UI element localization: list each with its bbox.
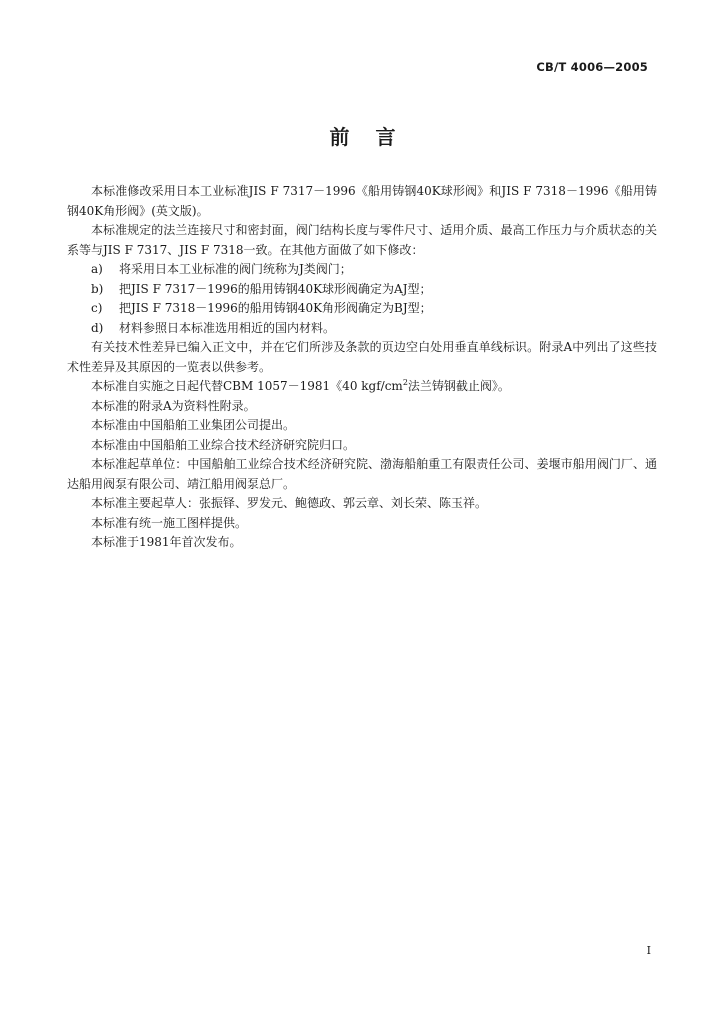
list-item-mark: c)	[91, 301, 103, 315]
paragraph-centralized-by: 本标准由中国船舶工业综合技术经济研究院归口。	[91, 437, 356, 452]
list-item	[67, 319, 657, 339]
paragraph-drawings: 本标准有统一施工图样提供。	[91, 515, 248, 530]
page-number: I	[646, 944, 651, 957]
replaces-text-post: 法兰铸钢截止阀》。	[407, 379, 510, 393]
document-body	[67, 182, 657, 553]
page-title: 前言	[329, 125, 422, 149]
list-item-text: 材料参照日本标准选用相近的国内材料。	[119, 320, 336, 335]
standard-code: CB/T 4006—2005	[536, 60, 648, 74]
paragraph-annex: 本标准的附录A为资料性附录。	[91, 398, 256, 413]
paragraph-first-issued: 本标准于1981年首次发布。	[91, 535, 242, 549]
paragraph-adoption: 本标准修改采用日本工业标准JIS F 7317－1996《船用铸钢40K球形阀》和JIS F 7318－1996《船用铸钢40K角形阀》(英文版)。	[67, 184, 657, 218]
list-item-mark: a)	[91, 262, 103, 276]
list-item-text: 将采用日本工业标准的阀门统称为J类阀门；	[119, 262, 352, 276]
list-item	[67, 299, 657, 319]
list-item-text: 把JIS F 7318－1996的船用铸钢40K角形阀确定为BJ型；	[119, 301, 432, 315]
list-item-text: 把JIS F 7317－1996的船用铸钢40K球形阀确定为AJ型；	[119, 281, 432, 296]
paragraph-replaces	[67, 377, 657, 397]
list-item-mark: d)	[91, 320, 104, 335]
list-item	[67, 280, 657, 300]
replaces-text-pre: 本标准自实施之日起代替CBM 1057－1981《40 kgf/cm	[91, 379, 403, 393]
paragraph-technical-differences: 有关技术性差异已编入正文中，并在它们所涉及条款的页边空白处用垂直单线标识。附录A中列出了这些技术性差异及其原因的一览表以供参考。	[67, 340, 657, 374]
list-item-mark: b)	[91, 281, 104, 296]
paragraph-drafters: 本标准主要起草人：张振铎、罗发元、鲍德政、郭云章、刘长荣、陈玉祥。	[91, 496, 488, 510]
paragraph-drafting-units: 本标准起草单位：中国船舶工业综合技术经济研究院、渤海船舶重工有限责任公司、姜堰市船用阀门厂、通达船用阀泵有限公司、靖江船用阀泵总厂。	[67, 457, 657, 491]
paragraph-proposed-by: 本标准由中国船舶工业集团公司提出。	[91, 418, 296, 432]
replaces-superscript: 2	[402, 378, 408, 387]
paragraph-modifications-intro: 本标准规定的法兰连接尺寸和密封面，阀门结构长度与零件尺寸、适用介质、最高工作压力与介质状态的关系等与JIS F 7317、JIS F 7318一致。在其他方面做了如下修改：	[67, 223, 657, 257]
list-item	[67, 260, 657, 280]
